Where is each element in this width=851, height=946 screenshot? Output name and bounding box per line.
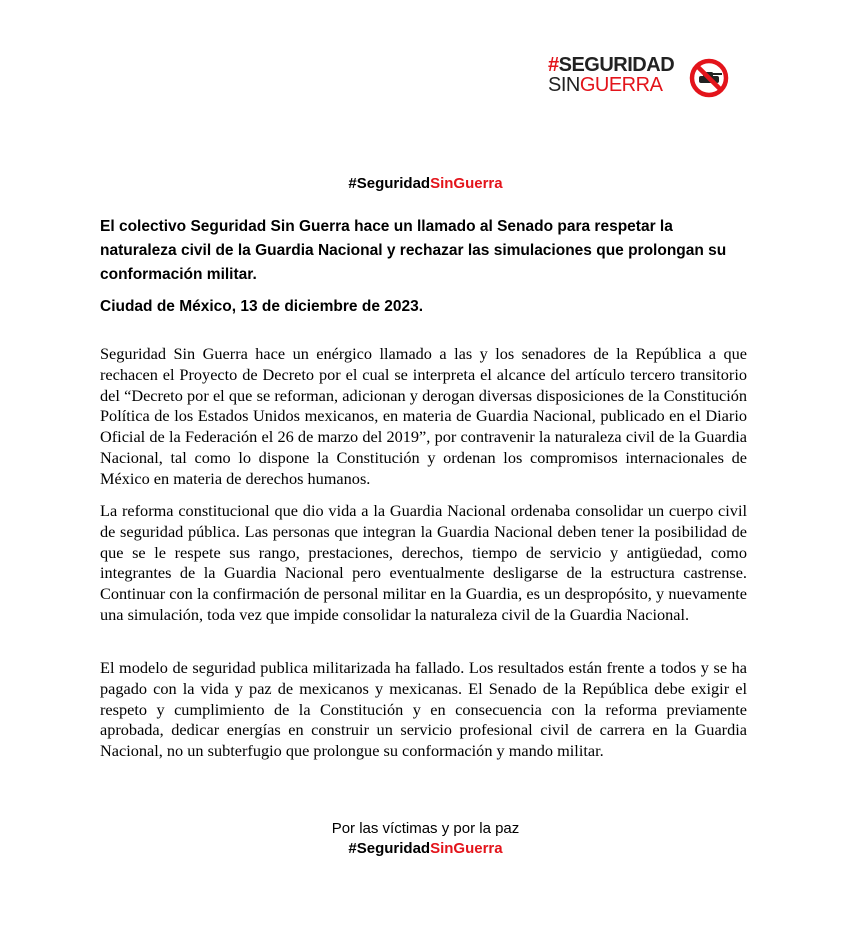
- headline: El colectivo Seguridad Sin Guerra hace un llamado al Senado para respetar la naturaleza civil de la Guardia Nacional y rechazar las simulaciones que prolongan su conformación militar.: [100, 218, 727, 283]
- closing-line: Por las víctimas y por la paz: [331, 820, 520, 837]
- paragraph-3: El modelo de seguridad publica militarizada ha fallado. Los resultados están frente a todos y se ha pagado con la vida y paz de mexicanos y mexicanas. El Senado de la República debe exigir el respeto y cumplimiento de la Constitución y en consecuencia con la reforma previamente aprobada, dedicar energías en construir un servicio profesional civil de carrera en la Guardia Nacional, no un subterfugio que prolongue su conformación y mando militar.: [100, 658, 747, 761]
- closing-hashtag: [0, 840, 851, 857]
- hashtag-seguridad: #Seguridad: [348, 175, 431, 192]
- logo-guerra: GUERRA: [579, 74, 663, 96]
- logo-sin: SIN: [548, 74, 580, 96]
- paragraph-2: La reforma constitucional que dio vida a la Guardia Nacional ordenaba consolidar un cuerpo civil de seguridad pública. Las personas que integran la Guardia Nacional deben tener la posibilidad de que se le respete sus rango, prestaciones, derechos, tiempo de servicio y antigüedad, como integrantes de la Guardia Nacional pero eventualmente desligarse de la estructura castrense. Continuar con la confirmación de personal militar en la Guardia, es un despropósito, y nuevamente una simulación, toda vez que impide consolidar la naturaleza civil de la Guardia Nacional.: [100, 501, 747, 624]
- closing-hashtag-seguridad: #Seguridad: [348, 840, 431, 857]
- seguridad-sin-guerra-logo: [548, 55, 738, 100]
- logo-wordmark: [548, 55, 674, 95]
- top-hashtag: [0, 175, 851, 192]
- paragraph-1: Seguridad Sin Guerra hace un enérgico llamado a las y los senadores de la República a que rechacen el Proyecto de Decreto por el cual se interpreta el alcance del artículo tercero transitorio del “Decreto por el que se reforman, adicionan y derogan diversas disposiciones de la Constitución Política de los Estados Unidos mexicanos, en materia de Guardia Nacional, publicado en el Diario Oficial de la Federación el 26 de marzo del 2019”, por contravenir la naturaleza civil de la Guardia Nacional, tal como lo dispone la Constitución y ordenan los compromisos internacionales de México en materia de derechos humanos.: [100, 344, 747, 488]
- no-tank-icon: [688, 57, 730, 99]
- closing-hashtag-singuerra: SinGuerra: [430, 840, 503, 857]
- hashtag-singuerra: SinGuerra: [430, 175, 503, 192]
- closing: [0, 820, 851, 857]
- logo-hash: #: [548, 54, 559, 76]
- dateline: Ciudad de México, 13 de diciembre de 2023.: [100, 298, 424, 315]
- logo-seguridad: SEGURIDAD: [558, 54, 675, 76]
